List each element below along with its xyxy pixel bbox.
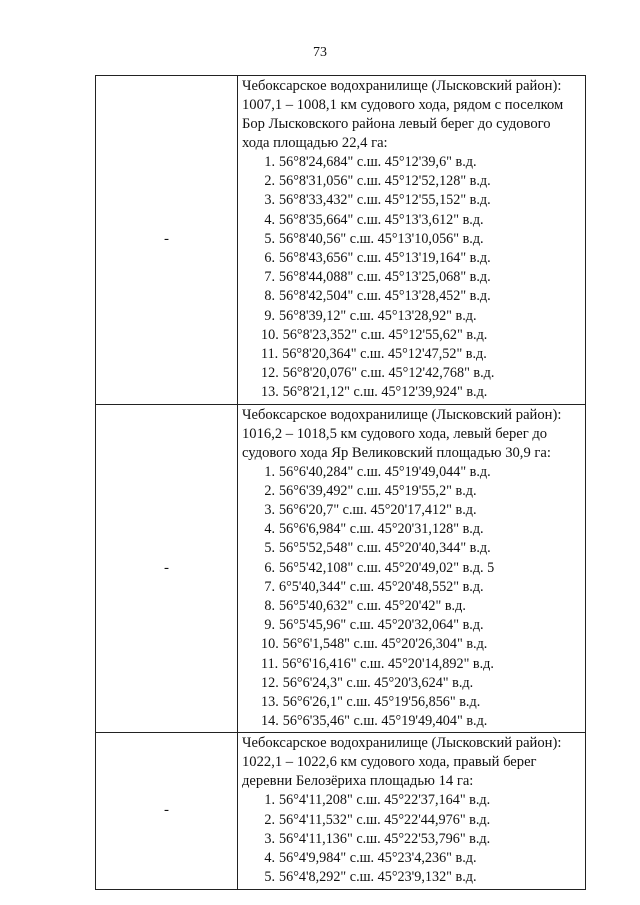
point-number: 1. [264,463,275,480]
table-row [96,404,586,733]
point-number: 8. [264,598,275,615]
coordinate-item [261,191,581,210]
row-marker: - [164,802,169,819]
coordinate-item [261,559,581,578]
point-coordinates: 56°4'11,208" с.ш. 45°22'37,164" в.д. [279,792,491,809]
area-description: Чебоксарское водохранилище (Лысковский район): 1016,2 – 1018,5 км судового хода, левый берег до судового хода Яр Великовский площадью 30,9 га: [242,406,562,461]
coordinate-item [261,811,581,830]
point-coordinates: 56°4'8,292" с.ш. 45°23'9,132" в.д. [279,869,477,886]
point-number: 5. [264,540,275,557]
row-content-cell [238,404,586,733]
point-coordinates: 56°6'26,1" с.ш. 45°19'56,856" в.д. [282,694,481,711]
point-coordinates: 56°8'20,076" с.ш. 45°12'42,768" в.д. [282,365,495,382]
point-number: 4. [264,211,275,228]
point-coordinates: 56°6'16,416" с.ш. 45°20'14,892" в.д. [282,655,494,672]
point-coordinates: 56°6'39,492" с.ш. 45°19'55,2" в.д. [279,482,477,499]
coordinate-item [261,655,581,674]
coordinate-item [261,830,581,849]
table-row [96,76,586,405]
point-coordinates: 56°6'40,284" с.ш. 45°19'49,044" в.д. [279,463,491,480]
point-coordinates: 56°4'11,532" с.ш. 45°22'44,976" в.д. [279,811,491,828]
coordinate-item [261,849,581,868]
coordinate-item [261,249,581,268]
coordinate-item [261,693,581,712]
row-marker-cell [96,76,238,405]
point-coordinates: 56°6'6,984" с.ш. 45°20'31,128" в.д. [279,521,484,538]
point-number: 7. [264,578,275,595]
point-number: 10. [261,326,279,343]
coordinate-list [242,791,581,887]
point-coordinates: 56°8'24,684" с.ш. 45°12'39,6" в.д. [279,154,477,170]
point-coordinates: 56°4'11,136" с.ш. 45°22'53,796" в.д. [279,830,491,847]
row-marker: - [164,560,169,577]
point-coordinates: 56°8'35,664" с.ш. 45°13'3,612" в.д. [279,211,484,228]
point-number: 12. [261,674,279,691]
coordinate-item [261,520,581,539]
point-coordinates: 56°8'33,432" с.ш. 45°12'55,152" в.д. [279,192,491,209]
coordinate-item [261,153,581,172]
table-row [96,733,586,889]
row-marker: - [164,231,169,248]
row-marker-cell [96,404,238,733]
point-coordinates: 56°8'20,364" с.ш. 45°12'47,52" в.д. [282,346,487,363]
coordinate-item [261,674,581,693]
coordinate-item [261,211,581,230]
point-number: 3. [264,830,275,847]
coordinate-item [261,345,581,364]
point-number: 13. [261,694,279,711]
point-coordinates: 56°8'44,088" с.ш. 45°13'25,068" в.д. [279,269,491,286]
point-number: 1. [264,792,275,809]
point-coordinates: 56°8'31,056" с.ш. 45°12'52,128" в.д. [279,173,491,190]
coordinate-item [261,868,581,887]
coordinate-item [261,364,581,383]
point-number: 5. [264,230,275,247]
point-number: 12. [261,365,279,382]
point-number: 9. [264,307,275,324]
area-description: Чебоксарское водохранилище (Лысковский район): 1022,1 – 1022,6 км судового хода, правый берег деревни Белозёриха площадью 14 га: [242,735,562,790]
point-number: 11. [261,346,279,363]
point-coordinates: 6°5'40,344" с.ш. 45°20'48,552" в.д. [279,578,484,595]
row-marker-cell [96,733,238,889]
coordinate-item [261,383,581,402]
point-number: 3. [264,502,275,519]
point-coordinates: 56°6'1,548" с.ш. 45°20'26,304" в.д. [282,636,488,653]
point-number: 4. [264,521,275,538]
coordinate-item [261,791,581,810]
coordinate-item [261,539,581,558]
point-number: 13. [261,384,279,401]
row-content-cell [238,733,586,889]
point-number: 2. [264,482,275,499]
coordinate-list [242,153,581,403]
point-coordinates: 56°6'20,7" с.ш. 45°20'17,412" в.д. [279,502,477,519]
point-number: 9. [264,617,275,634]
point-coordinates: 56°5'42,108" с.ш. 45°20'49,02" в.д. 5 [279,559,495,576]
point-number: 4. [264,850,275,867]
point-coordinates: 56°8'40,56" с.ш. 45°13'10,056" в.д. [279,230,484,247]
point-coordinates: 56°5'45,96" с.ш. 45°20'32,064" в.д. [279,617,484,634]
point-number: 6. [264,250,275,267]
point-coordinates: 56°8'43,656" с.ш. 45°13'19,164" в.д. [279,250,491,267]
coordinate-item [261,307,581,326]
row-content-cell [238,76,586,405]
point-coordinates: 56°8'42,504" с.ш. 45°13'28,452" в.д. [279,288,491,305]
point-coordinates: 56°6'24,3" с.ш. 45°20'3,624" в.д. [282,674,474,691]
coordinate-item [261,616,581,635]
coordinate-list [242,463,581,732]
point-number: 8. [264,288,275,305]
point-coordinates: 56°8'23,352" с.ш. 45°12'55,62" в.д. [282,326,488,343]
coordinate-item [261,597,581,616]
point-number: 6. [264,559,275,576]
point-number: 10. [261,636,279,653]
document-table [95,75,586,890]
coordinate-item [261,463,581,482]
coordinate-item [261,578,581,597]
point-number: 11. [261,655,279,672]
coordinate-item [261,501,581,520]
point-coordinates: 56°4'9,984" с.ш. 45°23'4,236" в.д. [279,850,477,867]
point-coordinates: 56°8'39,12" с.ш. 45°13'28,92" в.д. [279,307,477,324]
point-coordinates: 56°6'35,46" с.ш. 45°19'49,404" в.д. [282,713,488,730]
coordinate-item [261,326,581,345]
point-coordinates: 56°8'21,12" с.ш. 45°12'39,924" в.д. [282,384,488,401]
coordinate-item [261,230,581,249]
coordinate-item [261,712,581,731]
page-number: 73 [313,45,327,60]
point-number: 2. [264,173,275,190]
point-number: 7. [264,269,275,286]
point-number: 14. [261,713,279,730]
point-number: 1. [264,154,275,170]
coordinate-item [261,482,581,501]
coordinate-item [261,268,581,287]
point-number: 3. [264,192,275,209]
coordinate-item [261,172,581,191]
point-number: 5. [264,869,275,886]
point-number: 2. [264,811,275,828]
coordinate-item [261,635,581,654]
coordinate-item [261,287,581,306]
point-coordinates: 56°5'52,548" с.ш. 45°20'40,344" в.д. [279,540,491,557]
area-description: Чебоксарское водохранилище (Лысковский район): 1007,1 – 1008,1 км судового хода, рядом с поселком Бор Лысковского района левый берег до судового хода площадью 22,4 га: [242,78,564,151]
point-coordinates: 56°5'40,632" с.ш. 45°20'42" в.д. [279,598,466,615]
